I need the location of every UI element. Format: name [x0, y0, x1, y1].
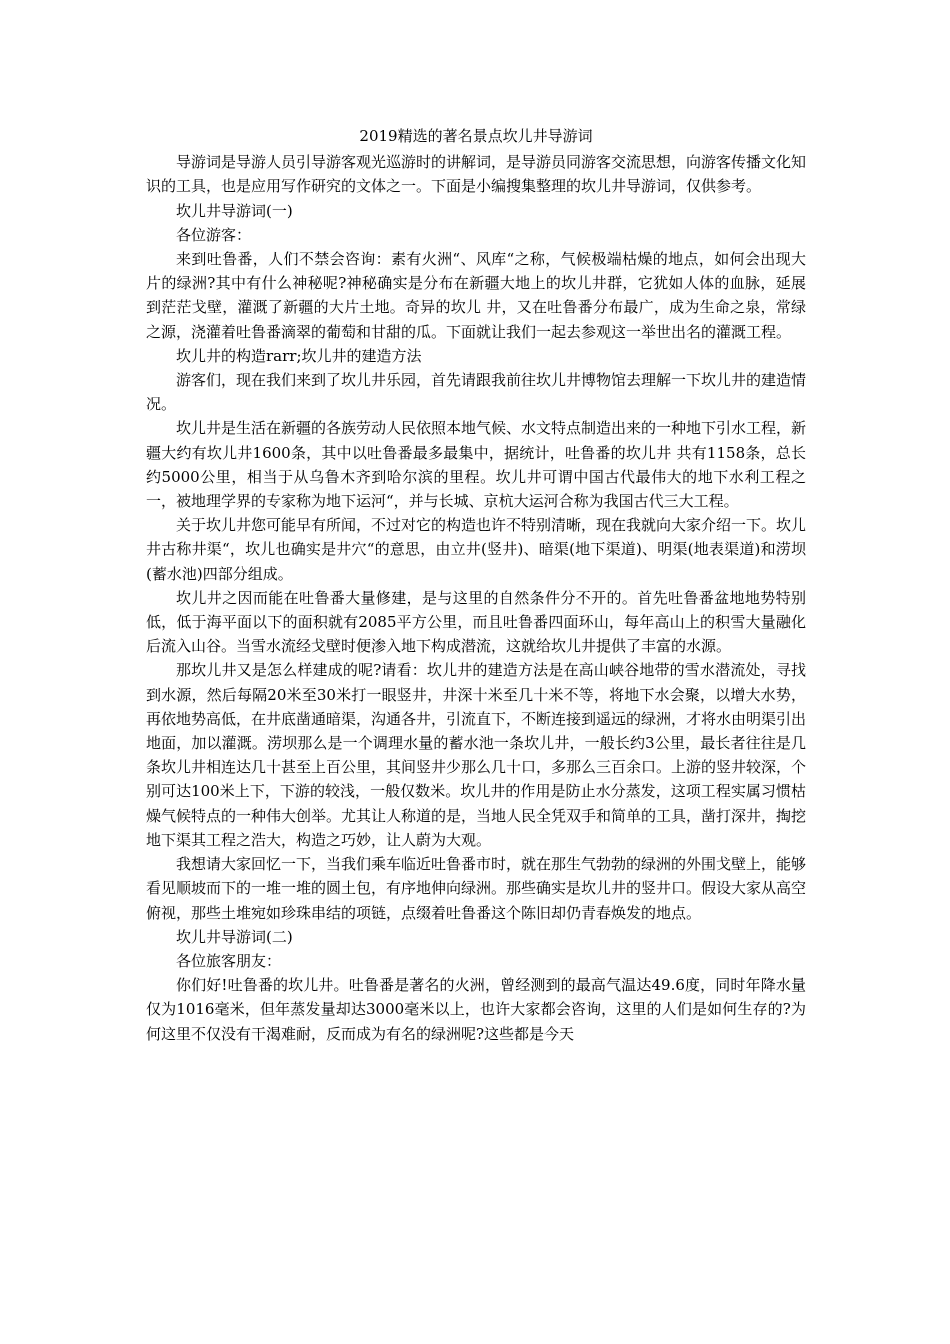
paragraph-body: 坎儿井是生活在新疆的各族劳动人民依照本地气候、水文特点制造出来的一种地下引水工程，新疆大约有坎儿井1600条，其中以吐鲁番最多最集中，据统计，吐鲁番的坎儿井 共有1158条，总长约5000公里，相当于从乌鲁木齐到哈尔滨的里程。坎儿井可谓中国古代最伟大的地下水利工程之一，被地理学界的专家称为地下运河“，并与长城、京杭大运河合称为我国古代三大工程。	[146, 419, 807, 511]
paragraph-body: 你们好!吐鲁番的坎儿井。吐鲁番是著名的火洲，曾经测到的最高气温达49.6度，同时年降水量仅为1016毫米，但年蒸发量却达3000毫米以上，也许大家都会咨询，这里的人们是如何生存的?为何这里不仅没有干渴难耐，反而成为有名的绿洲呢?这些都是今天	[146, 976, 806, 1043]
paragraph-body: 关于坎儿井您可能早有所闻，不过对它的构造也许不特别清晰，现在我就向大家介绍一下。坎儿井古称井渠“，坎儿也确实是井穴“的意思，由立井(竖井)、暗渠(地下渠道)、明渠(地表渠道)和涝坝(蓄水池)四部分组成。	[146, 516, 807, 583]
document-title: 2019精选的著名景点坎儿井导游词	[359, 127, 593, 145]
section-heading-1: 坎儿井导游词(一)	[176, 201, 293, 220]
paragraph-body: 来到吐鲁番，人们不禁会咨询：素有火洲“、风库“之称，气候极端枯燥的地点，如何会出现大片的绿洲?其中有什么神秘呢?神秘确实是分布在新疆大地上的坎儿井群，它犹如人体的血脉，延展到茫茫戈壁，灌溉了新疆的大片土地。奇异的坎儿 井，又在吐鲁番分布最广，成为生命之泉，常绿之源，浇灌着吐鲁番滴翠的葡萄和甘甜的瓜。下面就让我们一起去参观这一举世出名的灌溉工程。	[146, 250, 806, 341]
paragraph-body: 我想请大家回忆一下，当我们乘车临近吐鲁番市时，就在那生气勃勃的绿洲的外围戈壁上，能够看见顺坡而下的一堆一堆的圆土包，有序地伸向绿洲。那些确实是坎儿井的竖井口。假设大家从高空俯视，那些土堆宛如珍珠串结的项链，点缀着吐鲁番这个陈旧却仍青春焕发的地点。	[146, 855, 807, 922]
document-page	[146, 124, 806, 1046]
subheading-structure: 坎儿井的构造rarr;坎儿井的建造方法	[176, 346, 422, 365]
paragraph-greeting-1: 各位游客：	[176, 225, 252, 244]
paragraph-body: 游客们，现在我们来到了坎儿井乐园，首先请跟我前往坎儿井博物馆去理解一下坎儿井的建造情况。	[146, 371, 807, 414]
paragraph-intro: 导游词是导游人员引导游客观光巡游时的讲解词，是导游员同游客交流思想，向游客传播文化知识的工具，也是应用写作研究的文体之一。下面是小编搜集整理的坎儿井导游词，仅供参考。	[146, 153, 807, 196]
paragraph-body: 那坎儿井又是怎么样建成的呢?请看：坎儿井的建造方法是在高山峡谷地带的雪水潜流处，寻找到水源，然后每隔20米至30米打一眼竖井，井深十米至几十米不等，将地下水会聚，以增大水势，再依地势高低，在井底凿通暗渠，沟通各井，引流直下，不断连接到遥远的绿洲，才将水由明渠引出地面，加以灌溉。涝坝那么是一个调理水量的蓄水池一条坎儿井，一般长约3公里，最长者往往是几条坎儿井相连达几十甚至上百公里，其间竖井少那么几十口，多那么三百余口。上游的竖井较深，个别可达100米上下，下游的较浅，一般仅数米。坎儿井的作用是防止水分蒸发，这项工程实属习惯枯燥气候特点的一种伟大创举。尤其让人称道的是，当地人民全凭双手和简单的工具，凿打深井，掏挖地下渠其工程之浩大，构造之巧妙，让人蔚为大观。	[146, 661, 807, 849]
section-heading-2: 坎儿井导游词(二)	[176, 927, 293, 946]
paragraph-greeting-2: 各位旅客朋友：	[176, 951, 282, 970]
paragraph-body: 坎儿井之因而能在吐鲁番大量修建，是与这里的自然条件分不开的。首先吐鲁番盆地地势特别低，低于海平面以下的面积就有2085平方公里，而且吐鲁番四面环山，每年高山上的积雪大量融化后流入山谷。当雪水流经戈壁时便渗入地下构成潜流，这就给坎儿井提供了丰富的水源。	[146, 588, 806, 656]
